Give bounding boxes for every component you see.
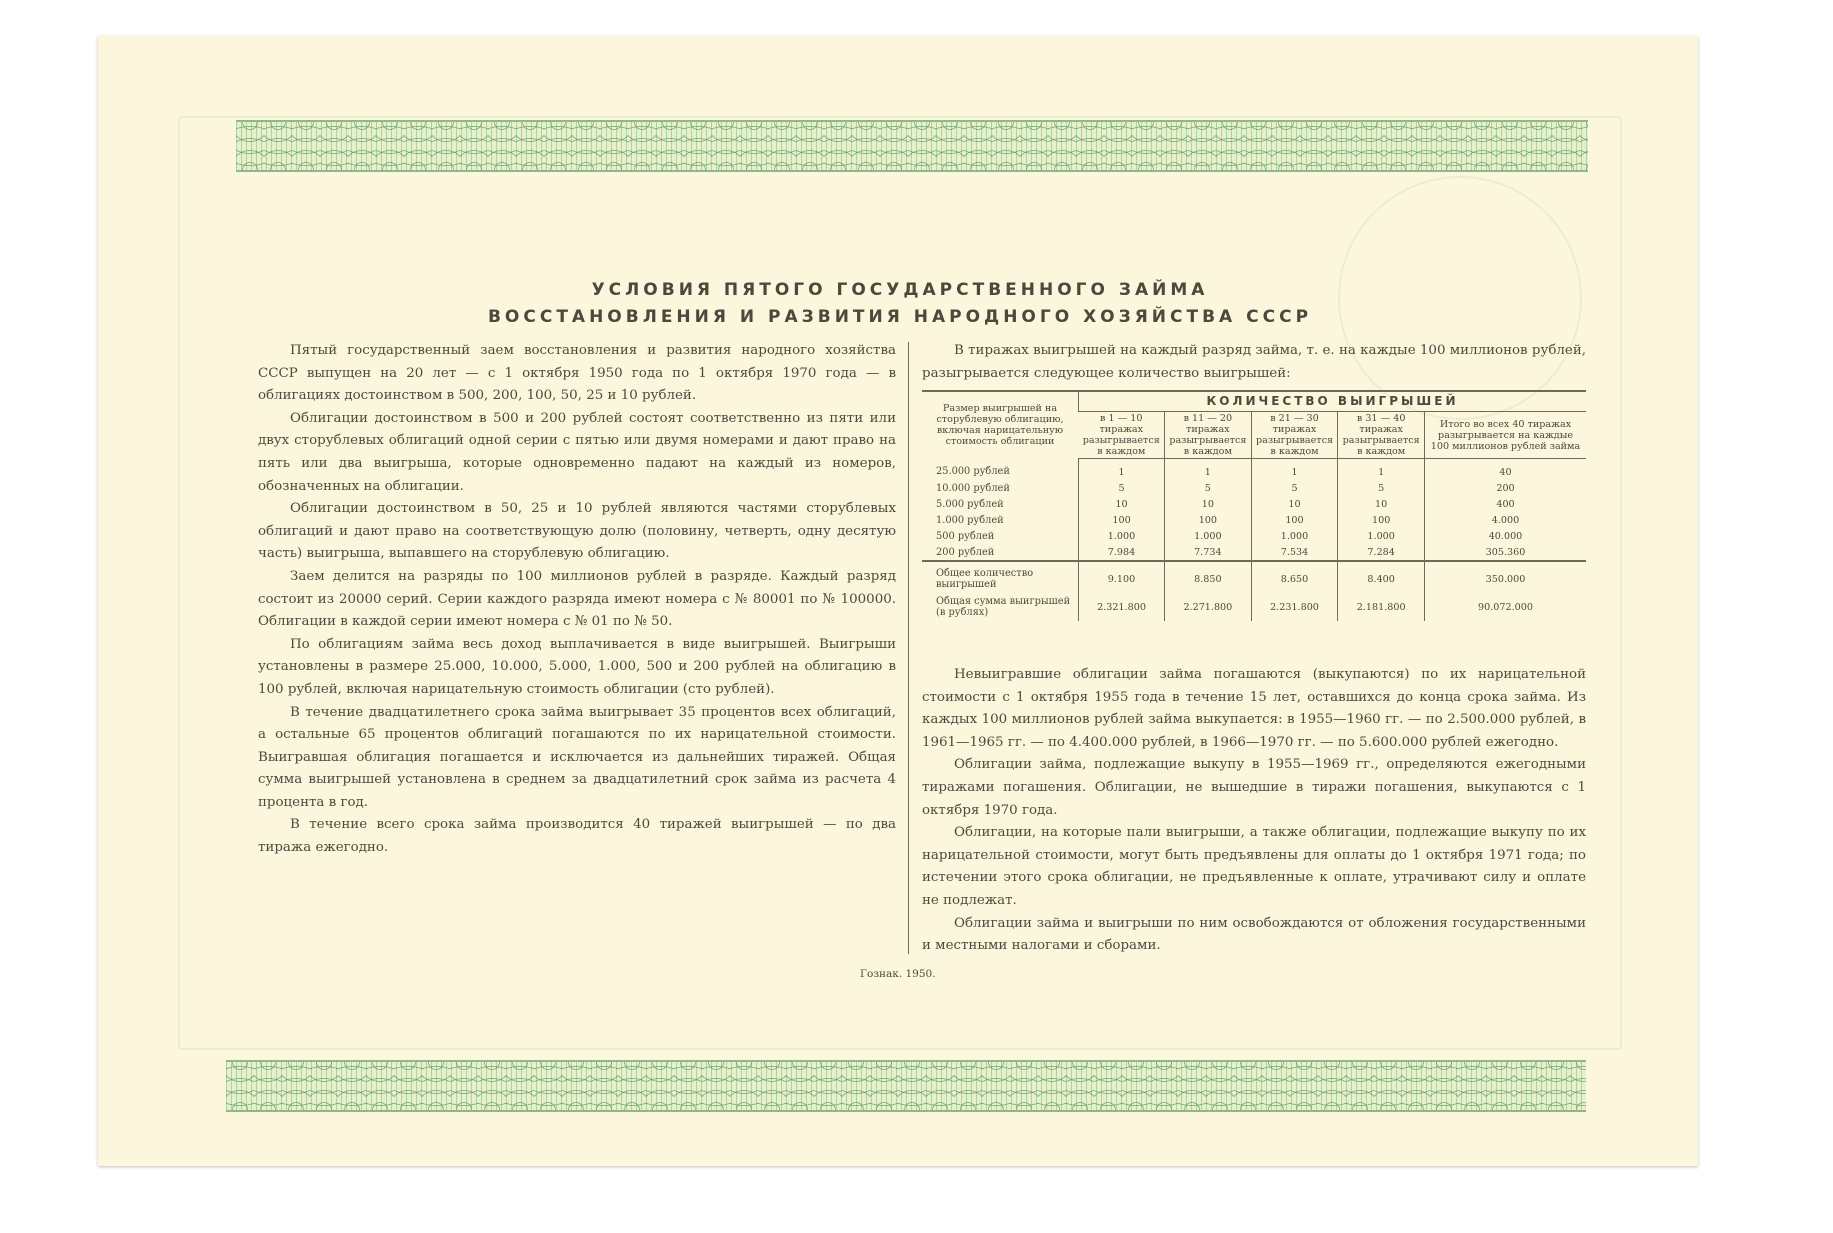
table-cell: 100 <box>1338 512 1425 528</box>
row-label: Общее количество выигрышей <box>922 561 1079 593</box>
row-label: 10.000 рублей <box>936 482 1010 494</box>
table-cell: 2.321.800 <box>1079 593 1165 621</box>
table-cell: 40.000 <box>1425 528 1587 544</box>
paragraph: По облигациям займа весь доход выплачивается в виде выигрышей. Выигрыши установлены в размере 25.000, 10.000, 5.000, 1.000, 500 и 200 рублей на облигацию в 100 рублей, включая нарицательную стоимость облигации (сто рублей). <box>258 636 896 697</box>
table-cell: 2.181.800 <box>1338 593 1425 621</box>
conditions-right-column <box>922 664 1586 958</box>
table-cell: 8.650 <box>1251 561 1338 593</box>
table-cell: 7.534 <box>1251 544 1338 561</box>
table-cell: 10 <box>1251 496 1338 512</box>
table-row <box>922 561 1586 593</box>
table-cell: 305.360 <box>1425 544 1587 561</box>
printer-imprint: Гознак. 1950. <box>860 968 936 980</box>
table-cell: 1 <box>1338 459 1425 481</box>
row-label: 1.000 рублей <box>936 514 1004 526</box>
table-cell: 200 <box>1425 480 1587 496</box>
table-cell: 1 <box>1165 459 1252 481</box>
prize-rows <box>922 459 1586 562</box>
guilloche-border-top <box>236 120 1588 172</box>
table-row <box>922 459 1586 481</box>
row-label: 500 рублей <box>936 530 995 542</box>
paragraph: В течение всего срока займа производится 40 тиражей выигрышей — по два тиража ежегодно. <box>258 817 896 856</box>
table-cell: 1.000 <box>1165 528 1252 544</box>
table-cell: 1 <box>1251 459 1338 481</box>
table-cell: 100 <box>1079 512 1165 528</box>
table-cell: 350.000 <box>1425 561 1587 593</box>
table-cell: 2.231.800 <box>1251 593 1338 621</box>
paragraph: Облигации займа, подлежащие выкупу в 1955—1969 гг., определяются ежегодными тиражами погашения. Облигации, не вышедшие в тиражи погашения, выкупаются с 1 октября 1970 года. <box>922 757 1586 818</box>
table-row <box>922 512 1586 528</box>
table-cell: 40 <box>1425 459 1587 481</box>
table-cell: 1.000 <box>1079 528 1165 544</box>
column-header: в 11 — 20 тиражах разыгрывается в каждом <box>1165 412 1252 459</box>
table-cell: 100 <box>1165 512 1252 528</box>
stub-header: Размер выигрышей на сторублевую облигацию, включая нарицательную стоимость облигации <box>922 391 1079 459</box>
column-header: в 1 — 10 тиражах разыгрывается в каждом <box>1079 412 1165 459</box>
table-cell: 5 <box>1251 480 1338 496</box>
column-header: в 31 — 40 тиражах разыгрывается в каждом <box>1338 412 1425 459</box>
table-cell: 5 <box>1079 480 1165 496</box>
row-label: 200 рублей <box>936 546 995 558</box>
paragraph: Невыигравшие облигации займа погашаются (выкупаются) по их нарицательной стоимости с 1 октября 1955 года в течение 15 лет, оставшихся до конца срока займа. Из каждых 100 миллионов рублей займа выкупается: в 1955—1960 гг. — по 2.500.000 рублей, в 1961—1965 гг. — по 4.400.000 рублей, в 1966—1970 гг. — по 5.600.000 рублей ежегодно. <box>922 667 1586 750</box>
prize-totals <box>922 561 1586 621</box>
paragraph: Облигации займа и выигрыши по ним освобождаются от обложения государственными и местными налогами и сборами. <box>922 915 1586 954</box>
table-cell: 1 <box>1079 459 1165 481</box>
table-cell: 2.271.800 <box>1165 593 1252 621</box>
column-header: Итого во всех 40 тиражах разыгрывается на каждые 100 миллионов рублей займа <box>1425 412 1587 459</box>
prize-intro <box>922 340 1586 385</box>
table-cell: 1.000 <box>1251 528 1338 544</box>
table-cell: 8.400 <box>1338 561 1425 593</box>
table-cell: 7.734 <box>1165 544 1252 561</box>
table-cell: 5 <box>1338 480 1425 496</box>
title-line-2: ВОССТАНОВЛЕНИЯ И РАЗВИТИЯ НАРОДНОГО ХОЗЯЙСТВА СССР <box>487 307 1313 327</box>
guilloche-border-bottom <box>226 1060 1586 1112</box>
column-divider <box>908 342 909 954</box>
table-cell: 7.284 <box>1338 544 1425 561</box>
paragraph: Облигации достоинством в 500 и 200 рублей состоят соответственно из пяти или двух сторублевых облигаций одной серии с пятью или двумя номерами и дают право на пять или два выигрыша, которые одновременно падают на каждый из номеров, обозначенных на облигации. <box>258 410 896 494</box>
table-row <box>922 480 1586 496</box>
table-cell: 400 <box>1425 496 1587 512</box>
table-cell: 9.100 <box>1079 561 1165 593</box>
table-cell: 1.000 <box>1338 528 1425 544</box>
row-label: Общая сумма выигрышей (в рублях) <box>936 596 1071 618</box>
conditions-left-column <box>258 340 896 860</box>
table-row <box>922 496 1586 512</box>
table-cell: 8.850 <box>1165 561 1252 593</box>
table-row <box>922 528 1586 544</box>
table-cell: 90.072.000 <box>1425 593 1587 621</box>
row-label: 25.000 рублей <box>936 466 1010 478</box>
paragraph: В течение двадцатилетнего срока займа выигрывает 35 процентов всех облигаций, а остальные 65 процентов облигаций погашаются по их нарицательной стоимости. Выигравшая облигация погашается и исключается из дальнейших тиражей. Общая сумма выигрышей установлена в среднем за двадцатилетний срок займа из расчета 4 процента в год. <box>258 704 896 810</box>
paragraph: Заем делится на разряды по 100 миллионов рублей в разряде. Каждый разряд состоит из 20000 серий. Серии каждого разряда имеют номера с № 80001 по № 100000. Облигации в каждой серии имеют номера с № 01 по № 50. <box>258 568 896 630</box>
table-row <box>922 593 1586 621</box>
paragraph: Пятый государственный заем восстановления и развития народного хозяйства СССР выпущен на 20 лет — с 1 октября 1950 года по 1 октября 1970 года — в облигациях достоинством в 500, 200, 100, 50, 25 и 10 рублей. <box>258 343 896 404</box>
table-cell: 5 <box>1165 480 1252 496</box>
group-header: КОЛИЧЕСТВО ВЫИГРЫШЕЙ <box>1079 391 1587 412</box>
paragraph: В тиражах выигрышей на каждый разряд займа, т. е. на каждые 100 миллионов рублей, разыгрывается следующее количество выигрышей: <box>922 343 1586 381</box>
table-cell: 100 <box>1251 512 1338 528</box>
title-line-1: УСЛОВИЯ ПЯТОГО ГОСУДАРСТВЕННОГО ЗАЙМА <box>591 280 1209 300</box>
table-cell: 10 <box>1079 496 1165 512</box>
column-header: в 21 — 30 тиражах разыгрывается в каждом <box>1251 412 1338 459</box>
row-label: 5.000 рублей <box>936 498 1004 510</box>
prize-table <box>922 390 1586 621</box>
table-cell: 4.000 <box>1425 512 1587 528</box>
table-cell: 7.984 <box>1079 544 1165 561</box>
table-cell: 10 <box>1338 496 1425 512</box>
paragraph: Облигации достоинством в 50, 25 и 10 рублей являются частями сторублевых облигаций и дают право на соответствующую долю (половину, четверть, одну десятую часть) выигрыша, выпавшего на сторублевую облигацию. <box>258 501 896 562</box>
paragraph: Облигации, на которые пали выигрыши, а также облигации, подлежащие выкупу по их нарицательной стоимости, могут быть предъявлены для оплаты до 1 октября 1971 года; по истечении этого срока облигации, не предъявленные к оплате, утрачивают силу и оплате не подлежат. <box>922 825 1586 908</box>
table-cell: 10 <box>1165 496 1252 512</box>
table-row <box>922 544 1586 561</box>
